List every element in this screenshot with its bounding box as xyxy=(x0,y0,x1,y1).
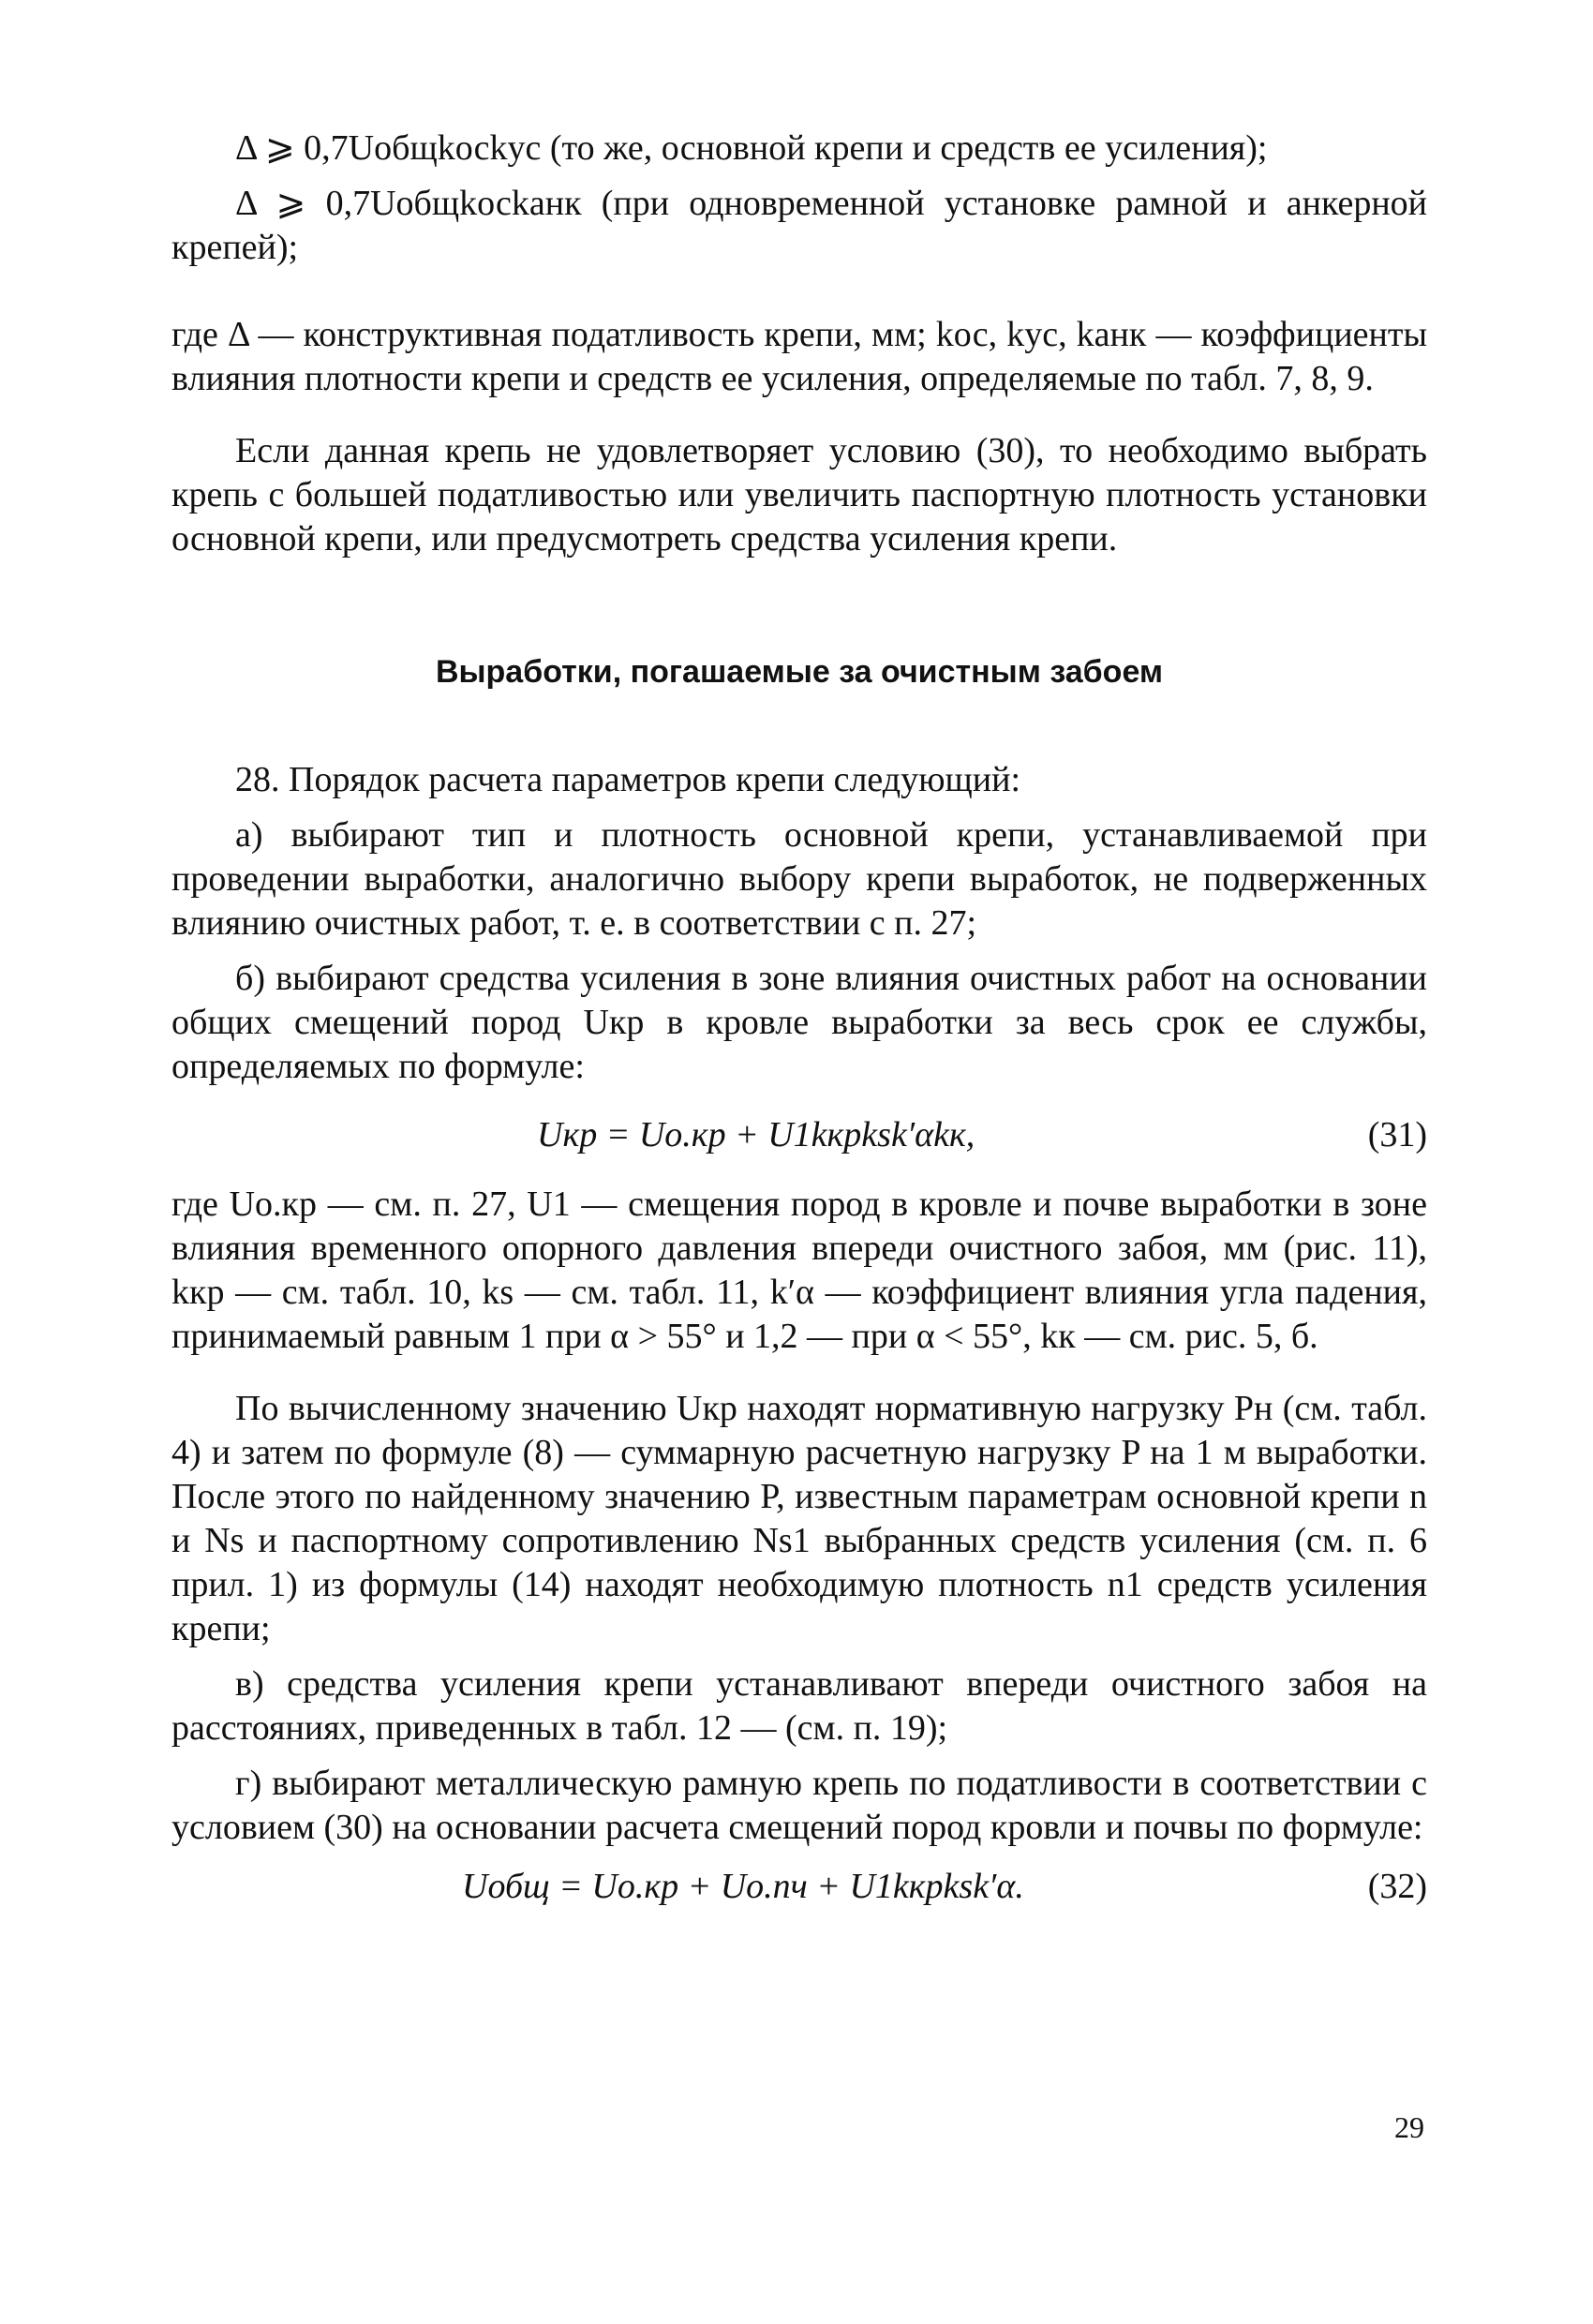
document-page xyxy=(171,127,1427,1914)
formula-32-number: (32) xyxy=(1367,1867,1427,1906)
item-a: а) выбирают тип и плотность основной крепи, устанавливаемой при проведении выработки, аналогично выбору крепи выработок, не подверженных влиянию очистных работ, т. е. в соответствии с п. 27; xyxy=(171,815,1427,943)
item-g: г) выбирают металлическую рамную крепь по податливости в соответствии с условием (30) на основании расчета смещений пород кровли и почвы по формуле: xyxy=(171,1764,1427,1847)
item-28-intro: 28. Порядок расчета параметров крепи следующий: xyxy=(235,760,1021,799)
condition-with-reinforcement: Δ ⩾ 0,7Uобщkосkус (то же, основной крепи и средств ее усиления); xyxy=(235,128,1268,168)
formula-31 xyxy=(171,1108,1427,1162)
formula-32-expression: Uобщ = Uо.кр + Uо.пч + U1kкрksk′α. xyxy=(462,1867,1024,1906)
item-b: б) выбирают средства усиления в зоне влияния очистных работ на основании общих смещений пород Uкр в кровле выработки за весь срок ее службы, определяемых по формуле: xyxy=(171,959,1427,1086)
formula-31-definitions: где Uо.кр — см. п. 27, U1 — смещения пород в кровле и почве выработки в зоне влияния временного опорного давления впереди очистного забоя, мм (рис. 11), kкр — см. табл. 10, ks — см. табл. 11, k′α — коэффициент влияния угла падения, принимаемый равным 1 при α > 55° и 1,2 — при α < 55°, kк — см. рис. 5, б. xyxy=(171,1184,1427,1356)
load-calculation-paragraph: По вычисленному значению Uкр находят нормативную нагрузку Pн (см. табл. 4) и затем по формуле (8) — суммарную расчетную нагрузку P на 1 м выработки. После этого по найденному значению P, известным параметрам основной крепи n и Ns и паспортному сопротивлению Ns1 выбранных средств усиления (см. п. 6 прил. 1) из формулы (14) находят необходимую плотность n1 средств усиления крепи; xyxy=(171,1389,1427,1648)
condition-with-anchor: Δ ⩾ 0,7Uобщkосkанк (при одновременной установке рамной и анкерной крепей); xyxy=(171,184,1427,267)
item-v: в) средства усиления крепи устанавливают впереди очистного забоя на расстояниях, приведенных в табл. 12 — (см. п. 19); xyxy=(171,1664,1427,1748)
formula-31-number: (31) xyxy=(1367,1115,1427,1155)
definitions-paragraph: где Δ — конструктивная податливость крепи, мм; kос, kус, kанк — коэффициенты влияния плотности крепи и средств ее усиления, определяемые по табл. 7, 8, 9. xyxy=(171,315,1427,398)
formula-32 xyxy=(171,1859,1427,1914)
formula-31-expression: Uкр = Uо.кр + U1kкрksk′αkк, xyxy=(537,1115,975,1155)
section-heading: Выработки, погашаемые за очистным забоем xyxy=(435,654,1164,690)
condition-30-paragraph: Если данная крепь не удовлетворяет условию (30), то необходимо выбрать крепь с большей податливостью или увеличить паспортную плотность установки основной крепи, или предусмотреть средства усиления крепи. xyxy=(171,431,1427,559)
page-number: 29 xyxy=(1394,2110,1424,2144)
